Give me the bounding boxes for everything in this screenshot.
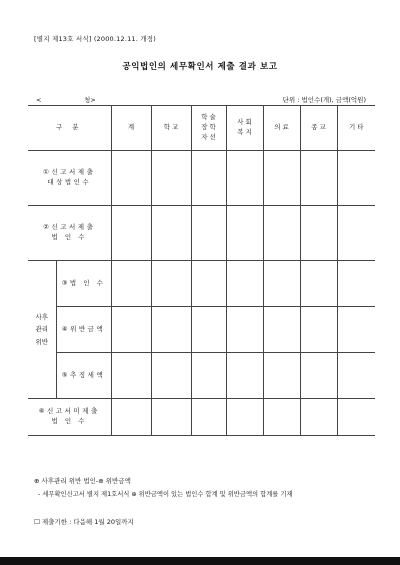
row-group-post-management: 사후 관리 위반 (28, 261, 56, 399)
table-cell[interactable] (111, 261, 151, 307)
table-cell[interactable] (111, 307, 151, 353)
header-medical: 의 료 (263, 106, 300, 151)
note-violation: ⊕ 사후관리 위반 법인-⊕ 위반금액 (34, 477, 131, 485)
table-cell[interactable] (191, 353, 226, 399)
table-cell[interactable] (226, 399, 263, 436)
header-scholarship: 학 술 장 학 자 선 (191, 106, 226, 151)
table-cell[interactable] (300, 353, 337, 399)
row-label-target-count: ①신고서제출 대상법인수 (28, 151, 111, 206)
page-bottom-border (0, 557, 400, 565)
form-number: [별지 제13호 서식] (2000.12.11. 개정) (34, 35, 156, 43)
agency-field-left: < (36, 96, 42, 104)
table-row (28, 399, 375, 436)
header-school: 학 교 (151, 106, 191, 151)
table-cell[interactable] (300, 307, 337, 353)
table-cell[interactable] (151, 353, 191, 399)
row-label-submitted-count: ②신고서제출 법 인 수 (28, 206, 111, 261)
table-cell[interactable] (151, 206, 191, 261)
table-cell[interactable] (337, 307, 375, 353)
agency-field (36, 95, 96, 104)
table-row (28, 151, 375, 206)
table-cell[interactable] (263, 307, 300, 353)
table-cell[interactable] (226, 151, 263, 206)
table-row (28, 353, 375, 399)
report-table (28, 105, 375, 436)
table-row (28, 307, 375, 353)
row-label-corp-count: ③법 인 수 (56, 261, 111, 307)
table-cell[interactable] (300, 261, 337, 307)
table-cell[interactable] (337, 206, 375, 261)
table-cell[interactable] (263, 206, 300, 261)
table-cell[interactable] (191, 307, 226, 353)
unit-label: 단위 : 법인수(개), 금액(억원) (282, 96, 366, 104)
table-cell[interactable] (151, 399, 191, 436)
table-cell[interactable] (191, 399, 226, 436)
header-religion: 종 교 (300, 106, 337, 151)
table-cell[interactable] (300, 151, 337, 206)
table-cell[interactable] (263, 353, 300, 399)
table-cell[interactable] (263, 261, 300, 307)
row-label-violation-amount: ④위반금액 (56, 307, 111, 353)
header-other: 기 타 (337, 106, 375, 151)
table-cell[interactable] (151, 151, 191, 206)
header-welfare: 사 회 복 지 (226, 106, 263, 151)
table-cell[interactable] (337, 151, 375, 206)
note-instruction: - 세무확인신고서 별지 제1호서식 ⊕ 위반금액이 있는 법인수 합계 및 위반금액의 합계를 기재 (38, 491, 293, 498)
table-cell[interactable] (337, 399, 375, 436)
header-total: 계 (111, 106, 151, 151)
table-cell[interactable] (226, 261, 263, 307)
header-category: 구 분 (28, 106, 111, 151)
table-cell[interactable] (191, 206, 226, 261)
row-label-collected-tax: ⑤추징세액 (56, 353, 111, 399)
table-cell[interactable] (111, 399, 151, 436)
table-cell[interactable] (226, 307, 263, 353)
table-cell[interactable] (337, 353, 375, 399)
document-title: 공익법인의 세무확인서 제출 결과 보고 (122, 62, 278, 72)
table-cell[interactable] (111, 353, 151, 399)
table-cell[interactable] (191, 261, 226, 307)
note-deadline: ☐ 제출기한 : 다음해 1월 20일까지 (34, 518, 134, 526)
table-cell[interactable] (300, 206, 337, 261)
table-cell[interactable] (337, 261, 375, 307)
table-cell[interactable] (151, 307, 191, 353)
table-cell[interactable] (226, 206, 263, 261)
table-cell[interactable] (226, 353, 263, 399)
agency-field-right: 청> (84, 96, 96, 104)
table-cell[interactable] (151, 261, 191, 307)
table-cell[interactable] (111, 151, 151, 206)
table-cell[interactable] (191, 151, 226, 206)
table-cell[interactable] (300, 399, 337, 436)
header-row (28, 106, 375, 151)
table-cell[interactable] (263, 399, 300, 436)
table-row (28, 261, 375, 307)
table-row (28, 206, 375, 261)
row-label-unsubmitted-count: ⑥신고서미제출 법 인 수 (28, 399, 111, 436)
table-cell[interactable] (111, 206, 151, 261)
table-cell[interactable] (263, 151, 300, 206)
